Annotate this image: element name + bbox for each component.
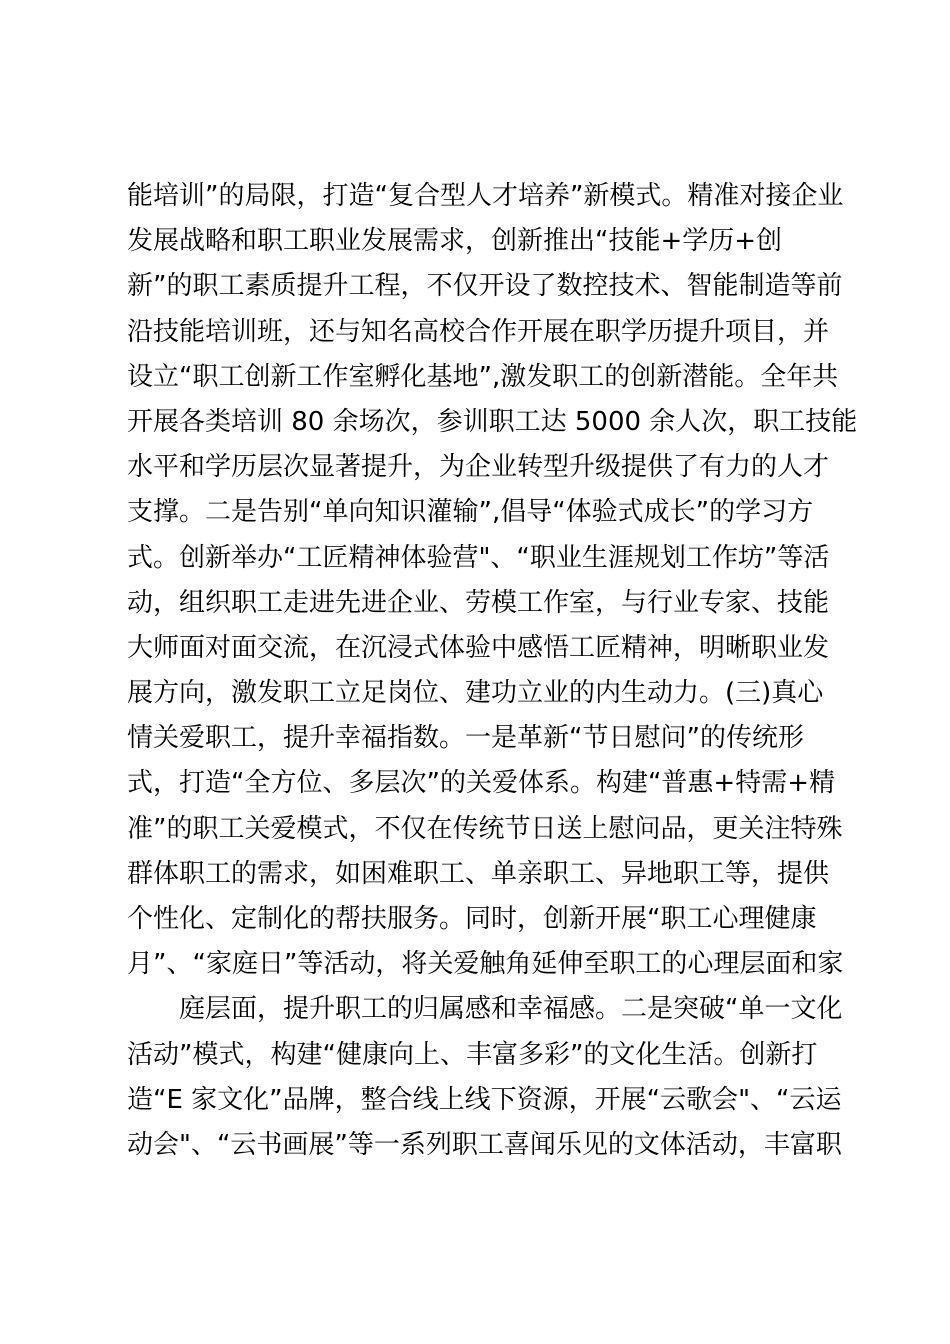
- text-line: 个性化、定制化的帮扶服务。同时，创新开展“职工心理健康: [127, 904, 817, 934]
- text-line: 群体职工的需求，如困难职工、单亲职工、异地职工等，提供: [127, 858, 830, 889]
- text-line: 准”的职工关爱模式，不仅在传统节日送上慰问品，更关注特殊: [127, 813, 843, 844]
- text-line: 动会"、“云书画展”等一系列职工喜闻乐见的文体活动，丰富职: [127, 1129, 842, 1160]
- text-line: 情关爱职工，提升幸福指数。一是革新“节日慰问”的传统形: [127, 723, 804, 754]
- text-line: 月”、“家庭日”等活动，将关爱触角延伸至职工的心理层面和家: [127, 949, 844, 980]
- text-line: 能培训”的局限，打造“复合型人才培养”新模式。精准对接企业: [127, 181, 844, 211]
- text-line: 设立“职工创新工作室孵化基地”,激发职工的创新潜能。全年共: [127, 361, 839, 392]
- text-line: 式。创新举办“工匠精神体验营"、“职业生涯规划工作坊”等活: [127, 542, 830, 573]
- text-line: 新”的职工素质提升工程，不仅开设了数控技术、智能制造等前: [127, 271, 843, 302]
- text-line: 沿技能培训班，还与知名高校合作开展在职学历提升项目，并: [127, 316, 830, 347]
- text-line: 大师面对面交流，在沉浸式体验中感悟工匠精神，明晰职业发: [127, 632, 830, 663]
- text-line: 庭层面，提升职工的归属感和幸福感。二是突破“单一文化: [179, 994, 843, 1025]
- text-line: 活动”模式，构建“健康向上、丰富多彩”的文化生活。创新打: [127, 1039, 818, 1070]
- text-line: 发展战略和职工职业发展需求，创新推出“技能+学历+创: [127, 226, 783, 257]
- text-line: 式，打造“全方位、多层次”的关爱体系。构建“普惠+特需+精: [127, 768, 835, 799]
- text-line: 开展各类培训 80 余场次，参训职工达 5000 余人次，职工技能: [127, 406, 858, 437]
- text-line: 水平和学历层次显著提升，为企业转型升级提供了有力的人才: [127, 452, 830, 483]
- text-line: 支撑。二是告别“单向知识灌输”,倡导“体验式成长”的学习方: [127, 497, 814, 528]
- body-text: [127, 174, 858, 1168]
- text-line: 展方向，激发职工立足岗位、建功立业的内生动力。(三)真心: [127, 678, 824, 709]
- text-line: 动，组织职工走进先进企业、劳模工作室，与行业专家、技能: [127, 587, 830, 618]
- text-line: 造“E 家文化”品牌，整合线上线下资源，开展“云歌会"、“云运: [127, 1084, 842, 1115]
